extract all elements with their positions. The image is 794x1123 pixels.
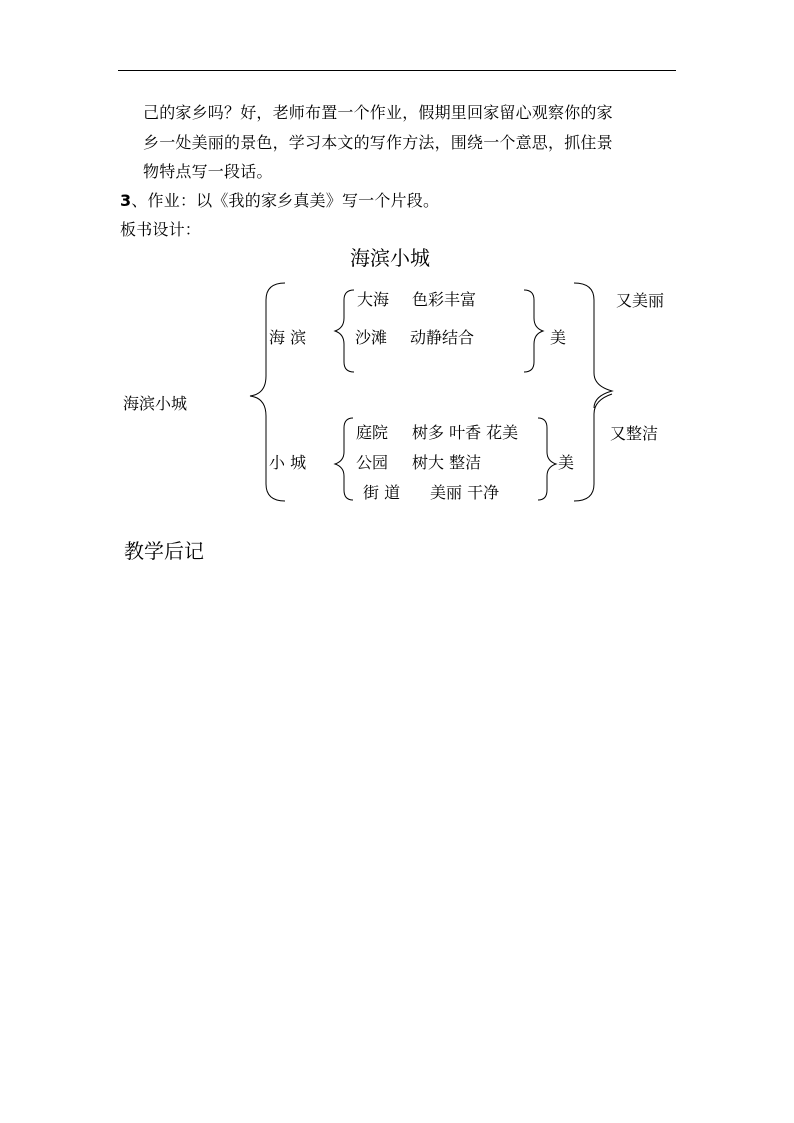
town-item-1: 庭院 bbox=[356, 423, 389, 442]
homework-text: 、作业：以《我的家乡真美》写一个片段。 bbox=[131, 191, 440, 210]
town-summary: 美 bbox=[558, 453, 575, 472]
seaside-label: 海 滨 bbox=[269, 328, 307, 347]
town-conclusion: 又整洁 bbox=[610, 424, 659, 443]
town-label: 小 城 bbox=[269, 453, 307, 472]
town-feature-2: 树大 整洁 bbox=[412, 453, 482, 472]
board-root: 海滨小城 bbox=[123, 394, 188, 413]
town-left-brace bbox=[335, 418, 353, 500]
town-right-brace bbox=[538, 418, 556, 500]
root-left-brace bbox=[250, 283, 285, 501]
seaside-right-brace bbox=[524, 290, 543, 372]
seaside-left-brace bbox=[335, 290, 354, 372]
seaside-feature-2: 动静结合 bbox=[410, 328, 475, 347]
teaching-afterword-heading: 教学后记 bbox=[124, 539, 204, 563]
seaside-conclusion: 又美丽 bbox=[616, 291, 665, 310]
town-item-2: 公园 bbox=[356, 453, 389, 472]
seaside-summary: 美 bbox=[550, 328, 567, 347]
town-feature-3: 美丽 干净 bbox=[430, 483, 500, 502]
seaside-item-2: 沙滩 bbox=[355, 328, 388, 347]
paragraph-line-3: 物特点写一段话。 bbox=[143, 162, 273, 181]
seaside-outer-right-brace bbox=[574, 283, 612, 408]
board-design-label: 板书设计： bbox=[120, 220, 202, 239]
town-feature-1: 树多 叶香 花美 bbox=[412, 423, 519, 442]
seaside-item-1: 大海 bbox=[357, 290, 390, 309]
town-item-3: 街 道 bbox=[363, 483, 401, 502]
paragraph-line-1: 己的家乡吗？好，老师布置一个作业，假期里回家留心观察你的家 bbox=[143, 103, 613, 122]
board-title: 海滨小城 bbox=[350, 246, 430, 270]
paragraph-line-2: 乡一处美丽的景色，学习本文的写作方法，围绕一个意思，抓住景 bbox=[143, 133, 613, 152]
homework-number: 3 bbox=[120, 191, 132, 210]
town-outer-right-brace bbox=[574, 394, 612, 501]
seaside-feature-1: 色彩丰富 bbox=[412, 290, 477, 309]
